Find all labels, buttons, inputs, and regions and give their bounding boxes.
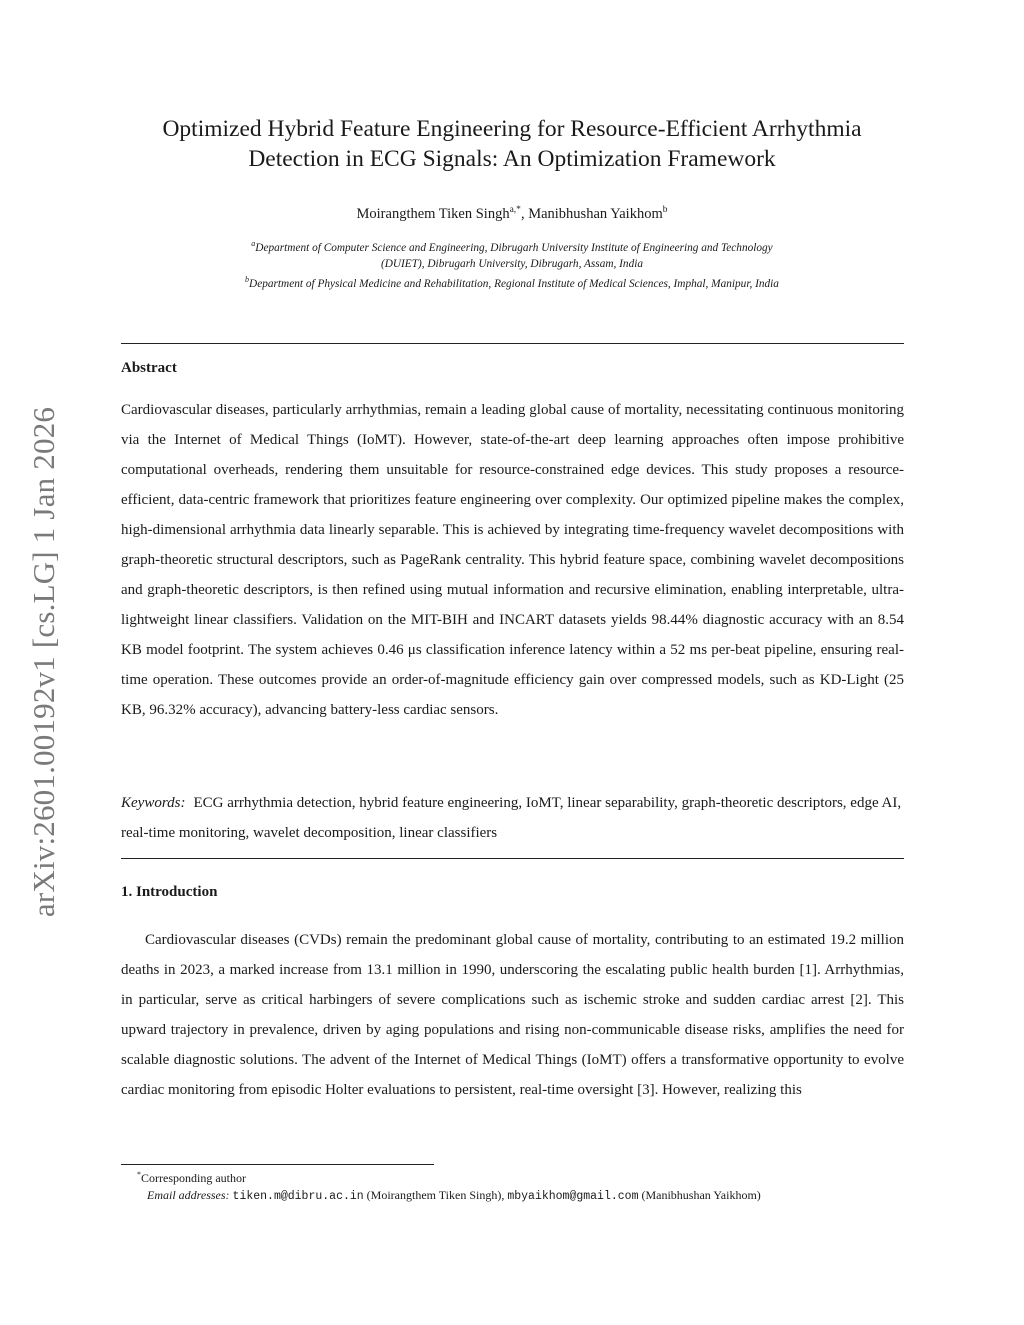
footnote-rule <box>121 1164 434 1165</box>
abstract-text: Cardiovascular diseases, particularly arrhythmias, remain a leading global cause of mortality, necessitating continuous monitoring via the Internet of Medical Things (IoMT). However, state-of-the-art deep learning approaches often impose prohibitive computational overheads, rendering them unsuitable for resource-constrained edge devices. This study proposes a resource-efficient, data-centric framework that prioritizes feature engineering over complexity. Our optimized pipeline makes the complex, high-dimensional arrhythmia data linearly separable. This is achieved by integrating time-frequency wavelet decompositions with graph-theoretic structural descriptors, such as PageRank centrality. This hybrid feature space, combining wavelet decompositions and graph-theoretic descriptors, is then refined using mutual information and recursive elimination, enabling interpretable, ultra-lightweight linear classifiers. Validation on the MIT-BIH and INCART datasets yields 98.44% diagnostic accuracy with an 8.54 KB model footprint. The system achieves 0.46 μs classification inference latency within a 52 ms per-beat pipeline, ensuring real-time operation. These outcomes provide an order-of-magnitude efficiency gain over compressed models, such as KD-Light (25 KB, 96.32% accuracy), advancing battery-less cardiac sensors. <box>121 402 904 718</box>
introduction-text: Cardiovascular diseases (CVDs) remain the predominant global cause of mortality, contributing to an estimated 19.2 million deaths in 2023, a marked increase from 13.1 million in 1990, underscoring the escalating public health burden [1]. Arrhythmias, in particular, serve as critical harbingers of severe complications such as ischemic stroke and sudden cardiac arrest [2]. This upward trajectory in prevalence, driven by aging populations and rising non-communicable disease risks, amplifies the need for scalable diagnostic solutions. The advent of the Internet of Medical Things (IoMT) offers a transformative opportunity to evolve cardiac monitoring from episodic Holter evaluations to persistent, real-time oversight [3]. However, realizing this <box>121 932 904 1098</box>
affiliation-b <box>136 272 888 292</box>
footnote-emails <box>121 1187 904 1205</box>
footnote-marker: * <box>137 1170 141 1179</box>
affiliation-mark: a <box>251 239 256 248</box>
abstract-top-rule <box>121 343 904 344</box>
author-name: Moirangthem Tiken Singh <box>356 205 510 222</box>
title-line-1: Optimized Hybrid Feature Engineering for Resource-Efficient Arrhythmia <box>162 116 862 142</box>
abstract-bottom-rule <box>121 858 904 859</box>
footnotes <box>121 1166 904 1205</box>
arxiv-identifier-stamp: arXiv:2601.00192v1 [cs.LG] 1 Jan 2026 <box>26 406 61 918</box>
affiliations <box>136 236 888 292</box>
affiliation-a <box>136 236 888 256</box>
email-owner: (Manibhushan Yaikhom) <box>641 1188 761 1202</box>
affiliation-text: Department of Computer Science and Engineering, Dibrugarh University Institute of Engineering and Technology <box>255 241 773 254</box>
email-label: Email addresses: <box>147 1188 230 1202</box>
section-heading-introduction: 1. Introduction <box>121 884 218 900</box>
author-list: Moirangthem Tiken Singh$^{a,*}$, Manibhushan Yaikhom$^b$ <box>356 205 668 222</box>
keywords <box>121 788 904 848</box>
footnote-corresponding-text: Corresponding author <box>141 1171 246 1185</box>
keywords-label: Keywords: <box>121 795 186 811</box>
paper-title <box>120 114 904 174</box>
title-line-2: Detection in ECG Signals: An Optimization Framework <box>248 146 776 172</box>
email-link[interactable]: tiken.m@dibru.ac.in <box>232 1190 364 1203</box>
email-link[interactable]: mbyaikhom@gmail.com <box>507 1190 639 1203</box>
author-affiliation-mark: a,* <box>509 205 521 215</box>
affiliation-text: Department of Physical Medicine and Rehabilitation, Regional Institute of Medical Sciences, Imphal, Manipur, India <box>249 277 779 290</box>
abstract-heading: Abstract <box>121 360 177 376</box>
footnote-corresponding <box>121 1166 904 1187</box>
email-owner: (Moirangthem Tiken Singh), <box>366 1188 505 1202</box>
keywords-list: ECG arrhythmia detection, hybrid feature engineering, IoMT, linear separability, graph-theoretic descriptors, edge AI, real-time monitoring, wavelet decomposition, linear classifiers <box>121 795 902 841</box>
affiliation-mark: b <box>245 274 250 284</box>
author-affiliation-mark: b <box>662 205 668 215</box>
author-name: Manibhushan Yaikhom <box>528 205 663 222</box>
affiliation-a-continued: (DUIET), Dibrugarh University, Dibrugarh, Assam, India <box>380 257 644 270</box>
